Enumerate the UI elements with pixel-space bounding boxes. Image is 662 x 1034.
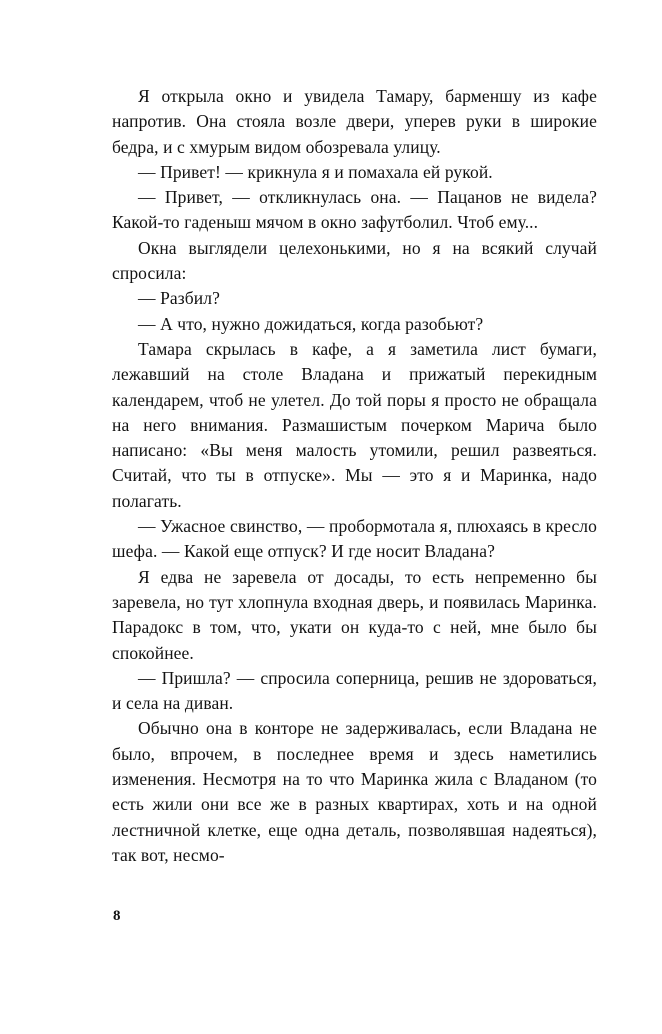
page-number: 8: [113, 908, 121, 924]
paragraph: Я открыла окно и увидела Тамару, барменшу из кафе напротив. Она стояла возле двери, уперев руки в широкие бедра, и с хмурым видом обозревала улицу.: [112, 86, 597, 157]
dialogue-paragraph: — Пришла? — спросила соперница, решив не здороваться, и села на диван.: [112, 667, 597, 714]
dialogue-paragraph: — Ужасное свинство, — пробормотала я, плюхаясь в кресло шефа. — Какой еще отпуск? И где носит Владана?: [112, 516, 597, 562]
paragraph: Тамара скрылась в кафе, а я заметила лист бумаги, лежавший на столе Владана и прижатый перекидным календарем, чтоб не улетел. До той поры я просто не обращала на него внимания. Размашистым почерком Марича было написано: «Вы меня малость утомили, решил развеяться. Считай, что ты в отпуске». Мы — это я и Маринка, надо полагать.: [112, 338, 597, 511]
paragraph: Я едва не заревела от досады, то есть непременно бы заревела, но тут хлопнула входная дверь, и появилась Маринка. Парадокс в том, что, укати он куда-то с ней, мне было бы спокойнее.: [112, 566, 597, 663]
dialogue-paragraph: — Привет! — крикнула я и помахала ей рукой.: [138, 161, 493, 182]
dialogue-paragraph: — А что, нужно дожидаться, когда разобьют?: [138, 313, 484, 334]
dialogue-paragraph: — Привет, — откликнулась она. — Пацанов не видела? Какой-то гаденыш мячом в окно зафутболил. Чтоб ему...: [112, 187, 597, 233]
paragraph: Обычно она в конторе не задерживалась, если Владана не было, впрочем, в последнее время и здесь наметились изменения. Несмотря на то что Маринка жила с Владаном (то есть жили они все же в разных квартирах, хоть и на одной лестничной клетке, еще одна деталь, позволявшая надеяться), так вот, несмо-: [112, 718, 597, 865]
dialogue-paragraph: — Разбил?: [138, 288, 220, 309]
paragraph: Окна выглядели целехонькими, но я на всякий случай спросила:: [112, 237, 597, 284]
page-text-block: [112, 84, 597, 868]
